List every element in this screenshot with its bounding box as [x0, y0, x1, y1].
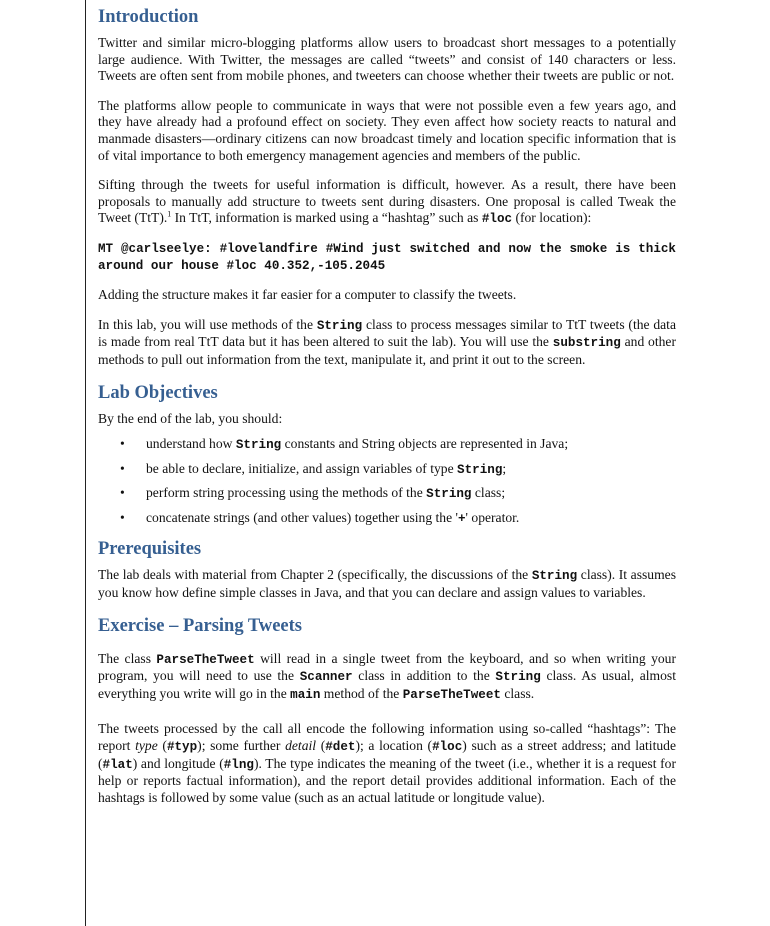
exercise-paragraph-1: The class ParseTheTweet will read in a single tweet from the keyboard, and so when writing your program, you will need to use the Scanner class in addition to the String class. As usual, almost everything you write will go in the main method of the ParseTheTweet class. [98, 650, 676, 702]
inline-code: String [457, 462, 503, 477]
heading-exercise: Exercise – Parsing Tweets [98, 615, 302, 636]
heading-prerequisites: Prerequisites [98, 539, 202, 560]
heading-introduction: Introduction [98, 7, 199, 27]
example-tweet: MT @carlseelye: #lovelandfire #Wind just switched and now the smoke is thick around our house #loc 40.352,-105.2045 [98, 241, 676, 273]
inline-code: String [426, 487, 472, 502]
list-item: • understand how String constants and String objects are represented in Java; [120, 436, 569, 453]
list-item: • concatenate strings (and other values) together using the '+' operator. [120, 509, 520, 526]
document-content [98, 6, 676, 819]
inline-code: #lat [102, 757, 133, 772]
inline-code: main [290, 687, 321, 702]
inline-code: ParseTheTweet [156, 652, 255, 667]
inline-code: + [457, 511, 466, 526]
inline-code: #loc [432, 740, 463, 755]
intro-paragraph-1: Twitter and similar micro-blogging platforms allow users to broadcast short messages to a potentially large audience. With Twitter, the messages are called “tweets” and consist of 140 characters or less. Tweets are often sent from mobile phones, and tweeters can choose whether their tweets are public or not. [98, 35, 676, 84]
inline-code: #typ [166, 740, 198, 755]
objectives-list [98, 436, 676, 527]
left-margin-rule [85, 0, 86, 926]
bullet-icon: • [120, 485, 125, 501]
intro-paragraph-5: In this lab, you will use methods of the String class to process messages similar to TtT tweets (the data is made from real TtT data but it has been altered to suit the lab). You will use the substring and other methods to pull out information from the text, manipulate it, and print it out to the screen. [98, 316, 676, 367]
list-item: • be able to declare, initialize, and assign variables of type String; [120, 460, 507, 477]
bullet-icon: • [120, 509, 125, 525]
inline-code: #loc [481, 212, 513, 227]
intro-paragraph-4: Adding the structure makes it far easier for a computer to classify the tweets. [98, 287, 517, 303]
inline-code: String [495, 670, 541, 685]
bullet-icon: • [120, 436, 125, 452]
intro-paragraph-2: The platforms allow people to communicate in ways that were not possible even a few years ago, and they have already had a profound effect on society. They even affect how society reacts to natural and manmade disasters—ordinary citizens can now broadcast timely and location specific information that is of vital importance to both emergency management agencies and members of the public. [98, 97, 676, 163]
inline-code: substring [552, 336, 621, 351]
objectives-intro: By the end of the lab, you should: [98, 410, 283, 426]
inline-code: #lng [223, 757, 254, 772]
inline-code: String [235, 438, 282, 453]
list-item: • perform string processing using the methods of the String class; [120, 485, 506, 502]
heading-lab-objectives: Lab Objectives [98, 382, 218, 403]
footnote-mark: 1 [167, 209, 172, 219]
intro-paragraph-3: Sifting through the tweets for useful information is difficult, however. As a result, there have been proposals to manually add structure to tweets sent during disasters. One proposal is called Tweak the Tweet (TtT).$^1$ In TtT, information is marked using a “hashtag” such as #loc (for location): [98, 177, 676, 227]
inline-code: String [531, 569, 578, 584]
bullet-icon: • [120, 460, 125, 476]
inline-code: #det [325, 740, 356, 755]
exercise-paragraph-2: The tweets processed by the call all encode the following information using so-called “hashtags”: The report type (#typ); some further detail (#det); a location (#loc) such as a street address; and latitude (#lat) and longitude (#lng). The type indicates the meaning of the tweet (i.e., whether it is a request for help or reports factual information), and the report detail provides additional information. Each of the hashtags is followed by some value (such as an actual latitude or longitude value). [98, 721, 676, 805]
inline-code: Scanner [299, 670, 353, 685]
inline-code: ParseTheTweet [402, 687, 501, 702]
inline-code: String [316, 318, 363, 333]
prerequisites-paragraph: The lab deals with material from Chapter 2 (specifically, the discussions of the String class). It assumes you know how define simple classes in Java, and that you can declare and assign values to variables. [98, 567, 676, 601]
